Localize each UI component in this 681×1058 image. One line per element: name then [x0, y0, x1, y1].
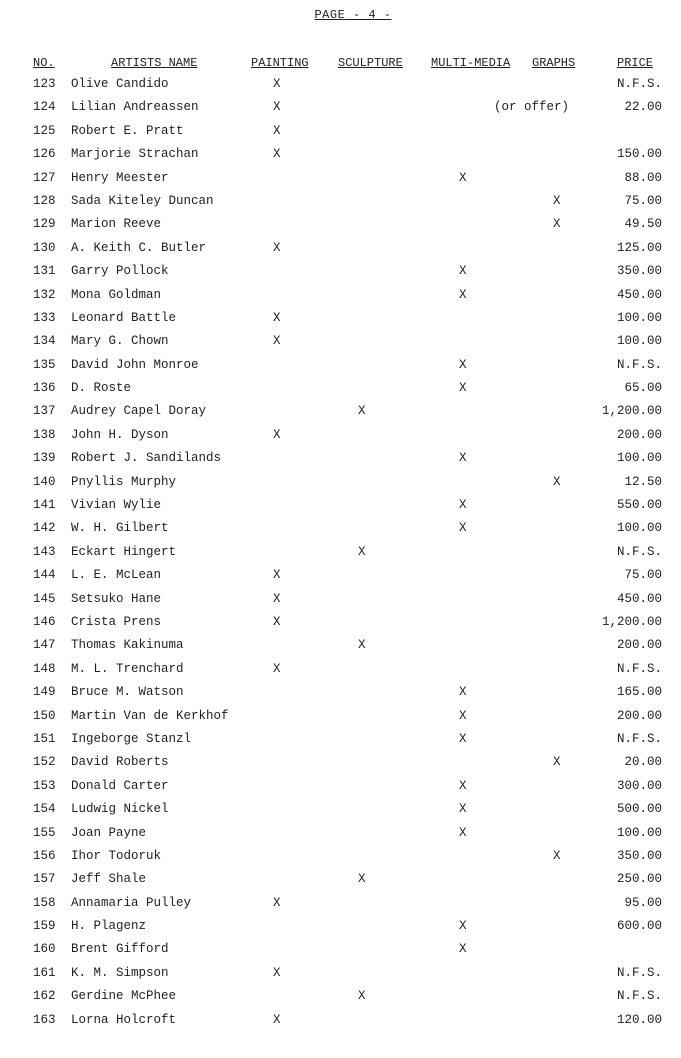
artist-name: Setsuko Hane — [71, 591, 162, 606]
row-number: 136 — [33, 381, 56, 396]
table-row — [0, 706, 681, 729]
painting-mark: X — [273, 895, 281, 910]
table-row — [0, 916, 681, 939]
artist-name: Thomas Kakinuma — [71, 638, 184, 653]
row-number: 160 — [33, 942, 56, 957]
artist-name: D. Roste — [71, 381, 132, 396]
row-number: 158 — [33, 895, 56, 910]
artist-name: John H. Dyson — [71, 427, 169, 442]
price-value: 125.00 — [616, 240, 662, 255]
artist-name: David John Monroe — [71, 357, 199, 372]
artist-name: Annamaria Pulley — [71, 895, 192, 910]
multimedia-mark: X — [459, 521, 467, 536]
table-row — [0, 144, 681, 167]
table-row — [0, 74, 681, 97]
table-row — [0, 659, 681, 682]
header-multi-media: MULTI-MEDIA — [431, 56, 511, 70]
row-number: 132 — [33, 287, 56, 302]
header-price: PRICE — [617, 56, 654, 70]
row-number: 153 — [33, 778, 56, 793]
artist-name: Jeff Shale — [71, 872, 147, 887]
price-value: 12.50 — [624, 474, 662, 489]
price-value: N.F.S. — [616, 731, 662, 746]
table-row — [0, 963, 681, 986]
row-number: 143 — [33, 544, 56, 559]
multimedia-mark: X — [459, 357, 467, 372]
painting-mark: X — [273, 147, 281, 162]
artist-name: Joan Payne — [71, 825, 147, 840]
price-value: 100.00 — [616, 521, 662, 536]
price-value: N.F.S. — [616, 544, 662, 559]
table-row — [0, 893, 681, 916]
table-row — [0, 97, 681, 120]
row-number: 148 — [33, 661, 56, 676]
table-row — [0, 121, 681, 144]
row-number: 137 — [33, 404, 56, 419]
row-number: 129 — [33, 217, 56, 232]
price-value: 20.00 — [624, 755, 662, 770]
row-number: 134 — [33, 334, 56, 349]
row-number: 133 — [33, 310, 56, 325]
price-value: 200.00 — [616, 638, 662, 653]
table-row — [0, 518, 681, 541]
table-row — [0, 425, 681, 448]
row-number: 123 — [33, 77, 56, 91]
painting-mark: X — [273, 591, 281, 606]
row-number: 139 — [33, 451, 56, 466]
table-row — [0, 191, 681, 214]
artist-name: L. E. McLean — [71, 568, 162, 583]
price-note: (or offer) — [494, 100, 570, 115]
painting-mark: X — [273, 77, 281, 91]
price-value: 450.00 — [616, 287, 662, 302]
table-row — [0, 238, 681, 261]
table-row — [0, 776, 681, 799]
price-value: N.F.S. — [616, 989, 662, 1004]
row-number: 162 — [33, 989, 56, 1004]
painting-mark: X — [273, 310, 281, 325]
painting-mark: X — [273, 334, 281, 349]
price-value: 250.00 — [616, 872, 662, 887]
artist-name: Audrey Capel Doray — [71, 404, 207, 419]
row-number: 140 — [33, 474, 56, 489]
price-value: 600.00 — [616, 919, 662, 934]
price-value: 350.00 — [616, 264, 662, 279]
row-number: 128 — [33, 193, 56, 208]
row-number: 152 — [33, 755, 56, 770]
multimedia-mark: X — [459, 708, 467, 723]
artist-name: Marion Reeve — [71, 217, 162, 232]
artist-name: Ludwig Nickel — [71, 802, 169, 817]
artist-name: Crista Prens — [71, 614, 162, 629]
graphs-mark: X — [553, 474, 561, 489]
painting-mark: X — [273, 240, 281, 255]
price-value: 100.00 — [616, 451, 662, 466]
table-row — [0, 565, 681, 588]
painting-mark: X — [273, 661, 281, 676]
artist-name: Lorna Holcroft — [71, 1012, 177, 1027]
price-value: N.F.S. — [616, 661, 662, 676]
table-row — [0, 846, 681, 869]
graphs-mark: X — [553, 217, 561, 232]
sculpture-mark: X — [358, 544, 366, 559]
row-number: 138 — [33, 427, 56, 442]
painting-mark: X — [273, 123, 281, 138]
artist-name: Garry Pollock — [71, 264, 169, 279]
header-no: NO. — [33, 56, 55, 70]
row-number: 125 — [33, 123, 56, 138]
price-value: 350.00 — [616, 848, 662, 863]
artist-name: Brent Gifford — [71, 942, 169, 957]
table-row — [0, 939, 681, 962]
price-value: 200.00 — [616, 427, 662, 442]
row-number: 131 — [33, 264, 56, 279]
artist-name: Sada Kiteley Duncan — [71, 193, 214, 208]
artist-name: Mona Goldman — [71, 287, 162, 302]
row-number: 155 — [33, 825, 56, 840]
graphs-mark: X — [553, 193, 561, 208]
row-number: 135 — [33, 357, 56, 372]
painting-mark: X — [273, 100, 281, 115]
multimedia-mark: X — [459, 802, 467, 817]
row-number: 163 — [33, 1012, 56, 1027]
price-value: 100.00 — [616, 334, 662, 349]
artist-name: Leonard Battle — [71, 310, 177, 325]
multimedia-mark: X — [459, 919, 467, 934]
table-row — [0, 542, 681, 565]
price-value: 22.00 — [624, 100, 662, 115]
artist-name: Eckart Hingert — [71, 544, 177, 559]
price-value: 75.00 — [624, 193, 662, 208]
row-number: 154 — [33, 802, 56, 817]
table-row — [0, 729, 681, 752]
price-value: 1,200.00 — [601, 404, 662, 419]
table-row — [0, 214, 681, 237]
table-row — [0, 168, 681, 191]
row-number: 144 — [33, 568, 56, 583]
artist-name: Robert J. Sandilands — [71, 451, 222, 466]
multimedia-mark: X — [459, 170, 467, 185]
table-row — [0, 378, 681, 401]
multimedia-mark: X — [459, 731, 467, 746]
price-value: 100.00 — [616, 825, 662, 840]
price-value: 65.00 — [624, 381, 662, 396]
price-value: 120.00 — [616, 1012, 662, 1027]
multimedia-mark: X — [459, 287, 467, 302]
table-row — [0, 823, 681, 846]
multimedia-mark: X — [459, 381, 467, 396]
row-number: 146 — [33, 614, 56, 629]
table-row — [0, 752, 681, 775]
price-value: 200.00 — [616, 708, 662, 723]
painting-mark: X — [273, 427, 281, 442]
multimedia-mark: X — [459, 825, 467, 840]
artist-name: Ingeborge Stanzl — [71, 731, 192, 746]
row-number: 157 — [33, 872, 56, 887]
table-row — [0, 285, 681, 308]
row-number: 150 — [33, 708, 56, 723]
artist-name: Mary G. Chown — [71, 334, 169, 349]
page-title-text: PAGE - 4 - — [314, 8, 392, 22]
multimedia-mark: X — [459, 942, 467, 957]
header-artists-name: ARTISTS NAME — [111, 56, 198, 70]
multimedia-mark: X — [459, 685, 467, 700]
price-value: 49.50 — [624, 217, 662, 232]
painting-mark: X — [273, 965, 281, 980]
row-number: 151 — [33, 731, 56, 746]
artist-name: Olive Candido — [71, 77, 169, 91]
table-row — [0, 1010, 681, 1033]
table-row — [0, 799, 681, 822]
artist-name: Ihor Todoruk — [71, 848, 162, 863]
artist-name: Robert E. Pratt — [71, 123, 184, 138]
graphs-mark: X — [553, 755, 561, 770]
table-row — [0, 635, 681, 658]
sculpture-mark: X — [358, 638, 366, 653]
row-number: 142 — [33, 521, 56, 536]
sculpture-mark: X — [358, 989, 366, 1004]
price-value: 100.00 — [616, 310, 662, 325]
row-number: 141 — [33, 498, 56, 513]
multimedia-mark: X — [459, 498, 467, 513]
price-value: 500.00 — [616, 802, 662, 817]
row-number: 147 — [33, 638, 56, 653]
price-value: 300.00 — [616, 778, 662, 793]
artist-name: Lilian Andreassen — [71, 100, 199, 115]
table-row — [0, 986, 681, 1009]
row-number: 145 — [33, 591, 56, 606]
header-sculpture: SCULPTURE — [338, 56, 403, 70]
table-row — [0, 401, 681, 424]
row-number: 126 — [33, 147, 56, 162]
price-value: 95.00 — [624, 895, 662, 910]
artist-name: H. Plagenz — [71, 919, 147, 934]
price-value: 1,200.00 — [601, 614, 662, 629]
sculpture-mark: X — [358, 404, 366, 419]
artist-table-body — [0, 74, 681, 1033]
header-painting: PAINTING — [251, 56, 309, 70]
price-value: 450.00 — [616, 591, 662, 606]
price-value: N.F.S. — [616, 357, 662, 372]
artist-name: M. L. Trenchard — [71, 661, 184, 676]
artist-name: David Roberts — [71, 755, 169, 770]
price-value: N.F.S. — [616, 965, 662, 980]
table-row — [0, 261, 681, 284]
artist-name: Henry Meester — [71, 170, 169, 185]
multimedia-mark: X — [459, 778, 467, 793]
table-row — [0, 331, 681, 354]
price-value: 75.00 — [624, 568, 662, 583]
multimedia-mark: X — [459, 451, 467, 466]
row-number: 156 — [33, 848, 56, 863]
artist-name: A. Keith C. Butler — [71, 240, 207, 255]
table-row — [0, 612, 681, 635]
artist-name: Marjorie Strachan — [71, 147, 199, 162]
painting-mark: X — [273, 1012, 281, 1027]
artist-name: Gerdine McPhee — [71, 989, 177, 1004]
price-value: 150.00 — [616, 147, 662, 162]
row-number: 130 — [33, 240, 56, 255]
artist-name: Pnyllis Murphy — [71, 474, 177, 489]
row-number: 161 — [33, 965, 56, 980]
artist-name: Vivian Wylie — [71, 498, 162, 513]
header-graphs: GRAPHS — [532, 56, 576, 70]
artist-name: K. M. Simpson — [71, 965, 169, 980]
artist-name: Bruce M. Watson — [71, 685, 184, 700]
painting-mark: X — [273, 568, 281, 583]
row-number: 124 — [33, 100, 56, 115]
sculpture-mark: X — [358, 872, 366, 887]
price-value: 88.00 — [624, 170, 662, 185]
table-row — [0, 682, 681, 705]
table-row — [0, 472, 681, 495]
table-row — [0, 589, 681, 612]
graphs-mark: X — [553, 848, 561, 863]
painting-mark: X — [273, 614, 281, 629]
table-row — [0, 355, 681, 378]
table-row — [0, 448, 681, 471]
table-row — [0, 308, 681, 331]
table-row — [0, 495, 681, 518]
row-number: 127 — [33, 170, 56, 185]
artist-name: Donald Carter — [71, 778, 169, 793]
price-value: 165.00 — [616, 685, 662, 700]
price-value: N.F.S. — [616, 77, 662, 91]
page-title — [0, 8, 681, 22]
row-number: 159 — [33, 919, 56, 934]
artist-name: W. H. Gilbert — [71, 521, 169, 536]
artist-name: Martin Van de Kerkhof — [71, 708, 229, 723]
multimedia-mark: X — [459, 264, 467, 279]
table-row — [0, 869, 681, 892]
row-number: 149 — [33, 685, 56, 700]
price-value: 550.00 — [616, 498, 662, 513]
